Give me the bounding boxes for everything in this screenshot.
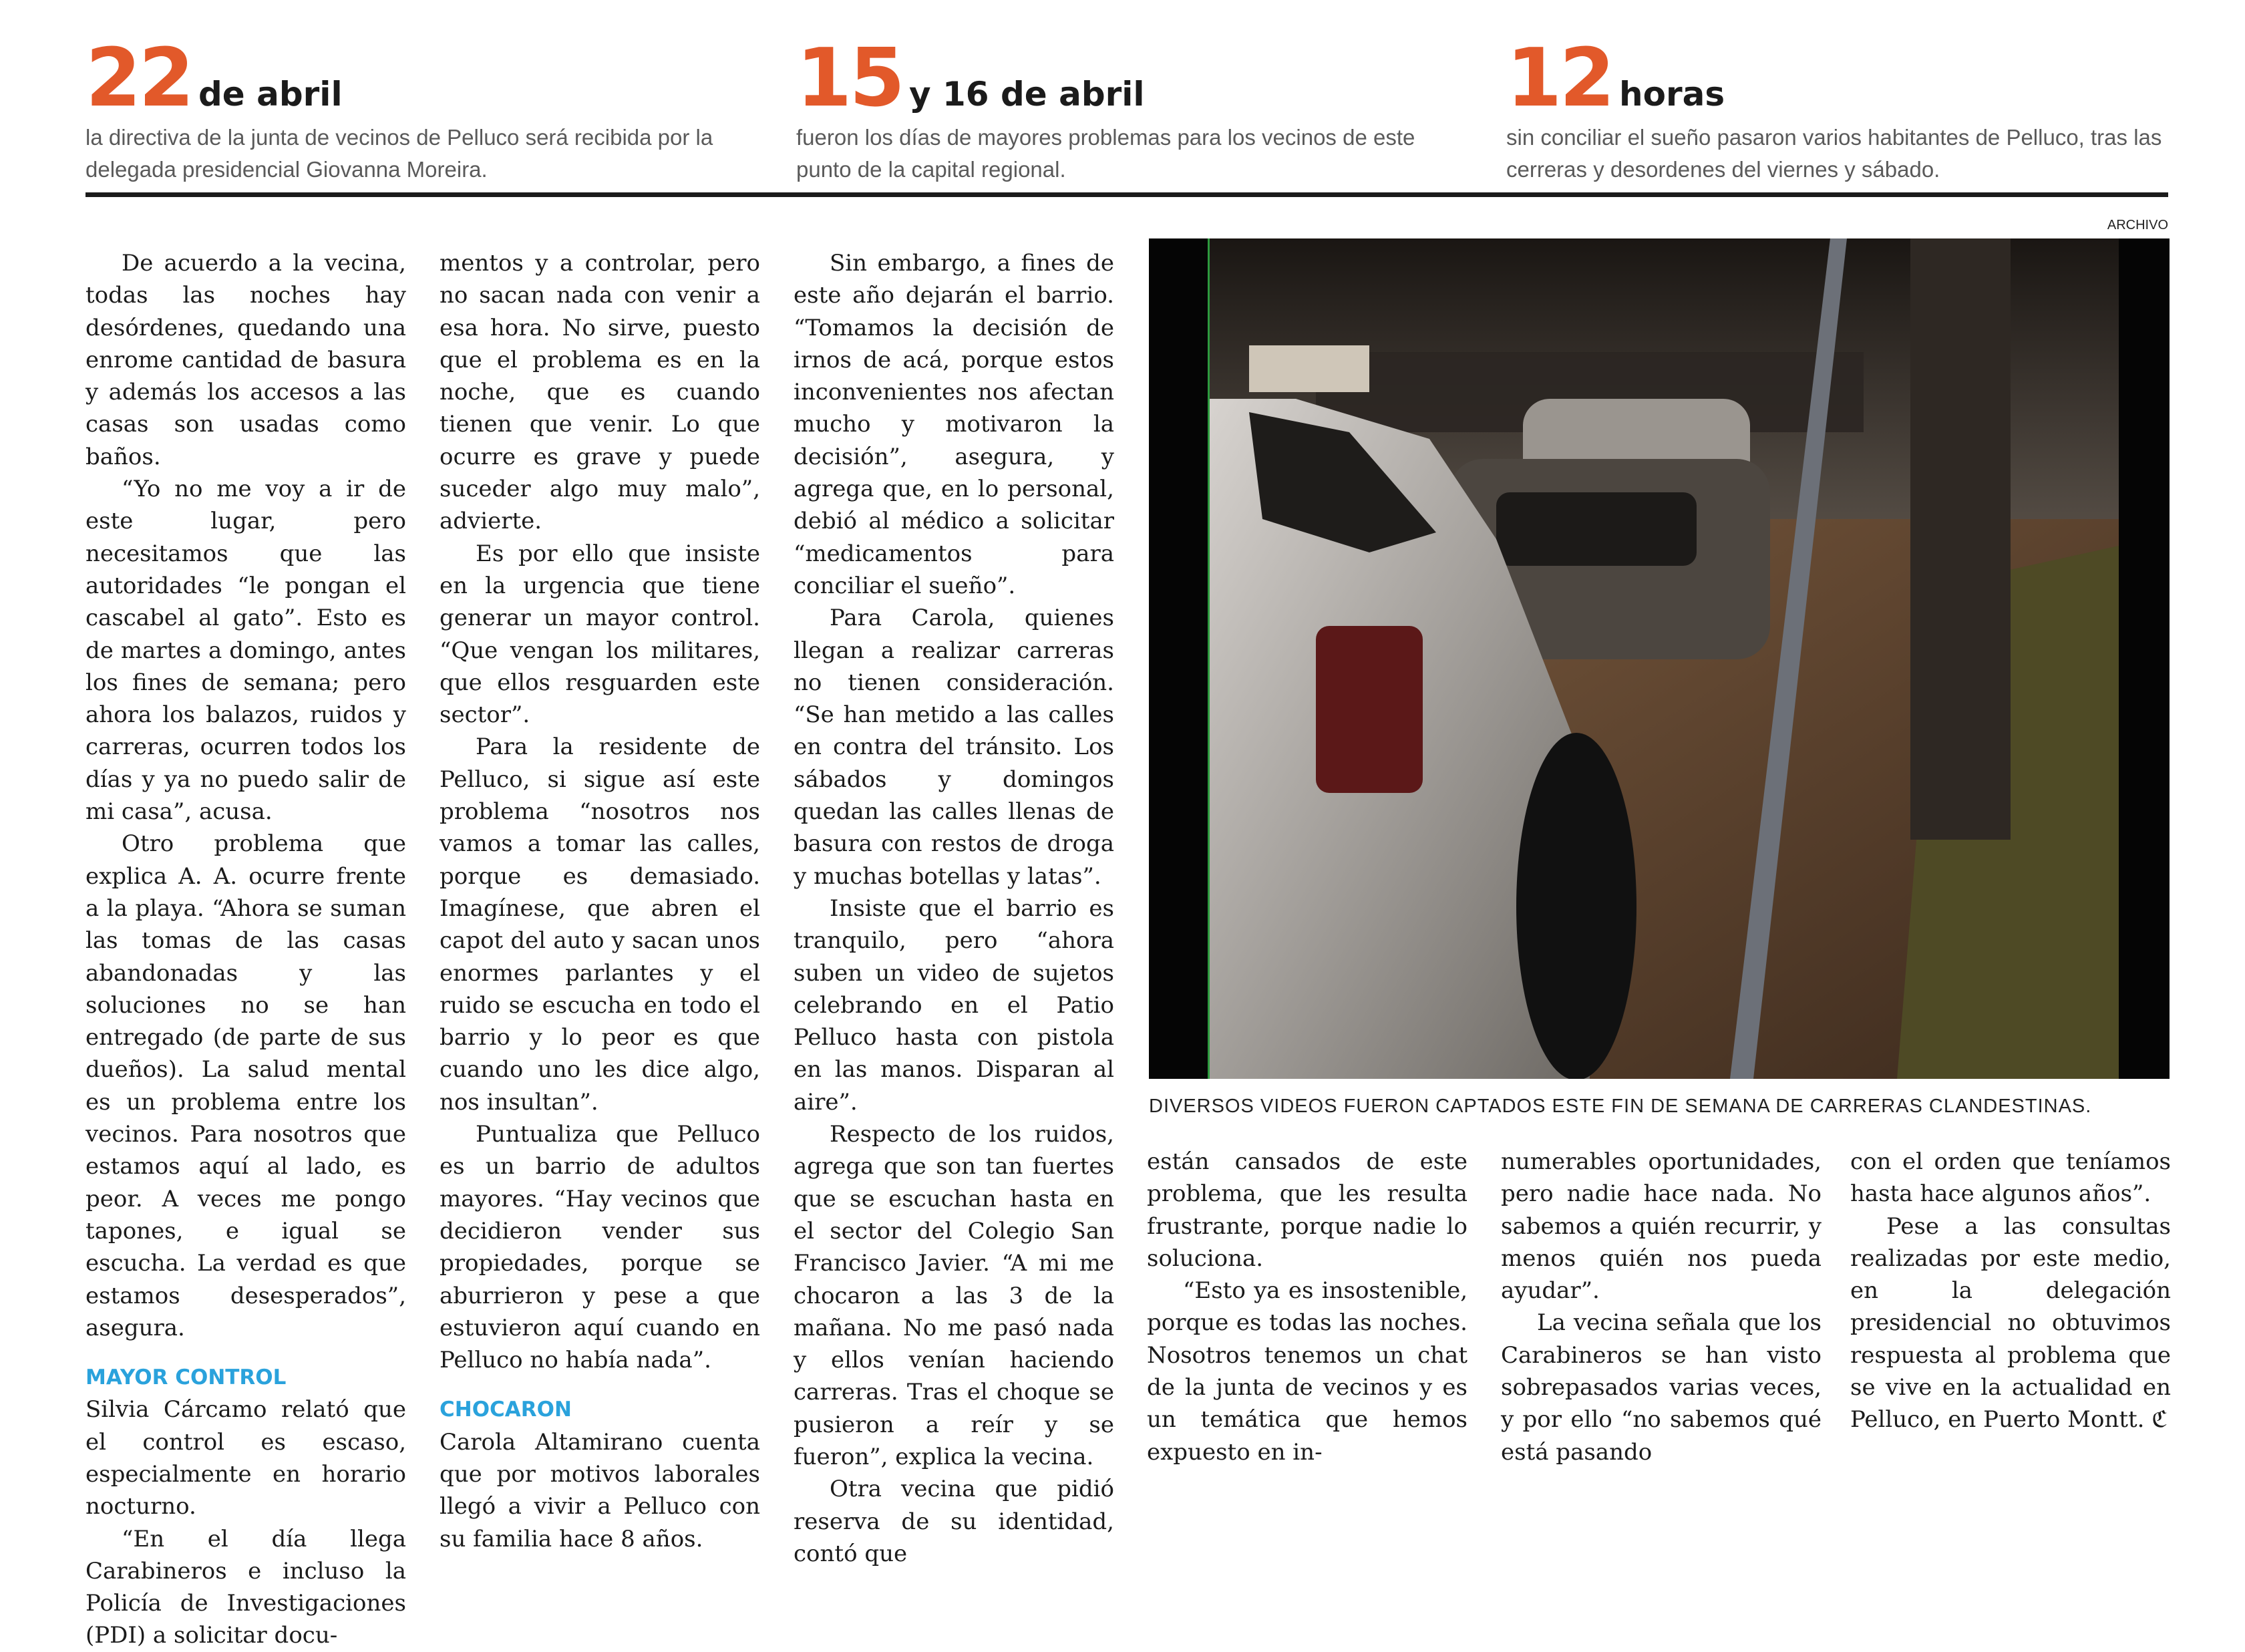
article-column-4 [1147,1146,1467,1468]
article-column-1 [85,247,406,1652]
paragraph: Silvia Cárcamo relató que el control es escaso, especialmente en horario nocturno. [85,1396,406,1520]
street-race-photo [1149,238,2170,1079]
news-photo [1149,238,2170,1079]
article-column-6 [1850,1146,2171,1436]
paragraph: Para la residente de Pelluco, si sigue así este problema “nosotros nos vamos a tomar las calles, porque es demasiado. Imagínese, que abren el capot del auto y sacan unos enormes parlantes y el ruido se escucha en todo el barrio y lo peor es que cuando uno les dice algo, nos insultan”. [440,733,760,1116]
paragraph: están cansados de este problema, que les resulta frustrante, porque nadie lo soluciona. [1147,1148,1467,1272]
paragraph: Otra vecina que pidió reserva de su identidad, contó que [794,1476,1114,1567]
subheading-mayor-control: MAYOR CONTROL [85,1365,287,1390]
fact-1 [85,32,760,186]
fact-2 [796,32,1471,186]
photo-caption: DIVERSOS VIDEOS FUERON CAPTADOS ESTE FIN DE SEMANA DE CARRERAS CLANDESTINAS. [1149,1096,2092,1117]
paragraph: Respecto de los ruidos, agrega que son tan fuertes que se escuchan hasta en el sector del Colegio San Francisco Javier. “A mi me chocaron a las 3 de la mañana. No me pasó nada y ellos venían haciendo carreras. Tras el choque se pusieron a reír y se fueron”, explica la vecina. [794,1121,1114,1470]
fact-unit: horas [1619,75,1725,114]
article-column-2 [440,247,760,1555]
article-column-3 [794,247,1114,1570]
paragraph: numerables oportunidades, pero nadie hace nada. No sabemos a quién recurrir, y menos quién nos pueda ayudar”. [1501,1148,1822,1305]
paragraph: La vecina señala que los Carabineros se han visto sobrepasados varias veces, y por ello “no sabemos qué está pasando [1501,1309,1822,1466]
subheading-chocaron: CHOCARON [440,1397,572,1422]
paragraph-text: Pese a las consultas realizadas por este medio, en la delegación presidencial no obtuvimos respuesta al problema que se vive en la actualidad en Pelluco, en Puerto Montt. [1850,1212,2171,1434]
paragraph: Sin embargo, a fines de este año dejarán el barrio. “Tomamos la decisión de irnos de acá, porque estos inconvenientes nos afectan mucho y motivaron la decisión”, asegura, y agrega que, en lo personal, debió al médico a solicitar “medicamentos para conciliar el sueño”. [794,250,1114,599]
fact-number: 22 [85,32,192,125]
fact-description: la directiva de la junta de vecinos de Pelluco será recibida por la delegada presidencial Giovanna Moreira. [85,125,713,182]
paragraph: Otro problema que explica A. A. ocurre frente a la playa. “Ahora se suman las tomas de las casas abandonadas y las soluciones no se han entregado (de parte de sus dueños). La salud mental es un problema entre los vecinos. Para nosotros que estamos aquí al lado, es peor. A veces me pongo tapones, e igual se escucha. La verdad es que estamos desesperados”, asegura. [85,830,406,1341]
paragraph: “Yo no me voy a ir de este lugar, pero necesitamos que las autoridades “le pongan el cascabel al gato”. Esto es de martes a domingo, antes los fines de semana; pero ahora los balazos, ruidos y carreras, ocurren todos los días y ya no puedo salir de mi casa”, acusa. [85,476,406,826]
fact-3 [1506,32,2181,186]
fact-unit: de abril [198,75,343,114]
paragraph: Es por ello que insiste en la urgencia que tiene generar un mayor control. “Que vengan los militares, que ellos resguarden este sector”. [440,540,760,729]
paragraph: “En el día llega Carabineros e incluso la Policía de Investigaciones (PDI) a solicitar docu- [85,1525,406,1649]
paragraph: Para Carola, quienes llegan a realizar carreras no tienen consideración. “Se han metido a las calles en contra del tránsito. Los sábados y domingos quedan las calles llenas de basura con restos de droga y muchas botellas y latas”. [794,605,1114,890]
fact-number: 12 [1506,32,1612,125]
paragraph: con el orden que teníamos hasta hace algunos años”. [1850,1148,2171,1208]
paragraph [1850,1210,2171,1436]
facts-row [0,32,2245,182]
paragraph: De acuerdo a la vecina, todas las noches hay desórdenes, quedando una enrome cantidad de basura y además los accesos a las casas son usadas como baños. [85,250,406,470]
fact-description: sin conciliar el sueño pasaron varios habitantes de Pelluco, tras las cerreras y desordenes del viernes y sábado. [1506,125,2162,182]
photo-credit: ARCHIVO [2107,218,2168,232]
paragraph: Puntualiza que Pelluco es un barrio de adultos mayores. “Hay vecinos que decidieron vender sus propiedades, porque se aburrieron y pese a que estuvieron aquí cuando en Pelluco no había nada”. [440,1121,760,1374]
fact-number: 15 [796,32,902,125]
paragraph: mentos y a controlar, pero no sacan nada con venir a esa hora. No sirve, puesto que el problema es en la noche, que es cuando tienen que venir. Lo que ocurre es grave y puede suceder algo muy malo”, advierte. [440,250,760,535]
section-divider [85,192,2168,197]
article-column-5 [1501,1146,1822,1468]
end-mark-icon: ℭ [2151,1406,2168,1434]
paragraph: Carola Altamirano cuenta que por motivos laborales llegó a vivir a Pelluco con su familia hace 8 años. [440,1428,760,1552]
fact-description: fueron los días de mayores problemas para los vecinos de este punto de la capital regional. [796,125,1415,182]
paragraph: Insiste que el barrio es tranquilo, pero “ahora suben un video de sujetos celebrando en el Patio Pelluco hasta con pistola en las manos. Disparan al aire”. [794,894,1114,1116]
fact-unit: y 16 de abril [909,75,1145,114]
paragraph: “Esto ya es insostenible, porque es todas las noches. Nosotros tenemos un chat de la junta de vecinos y es un temática que hemos expuesto en in- [1147,1277,1467,1466]
